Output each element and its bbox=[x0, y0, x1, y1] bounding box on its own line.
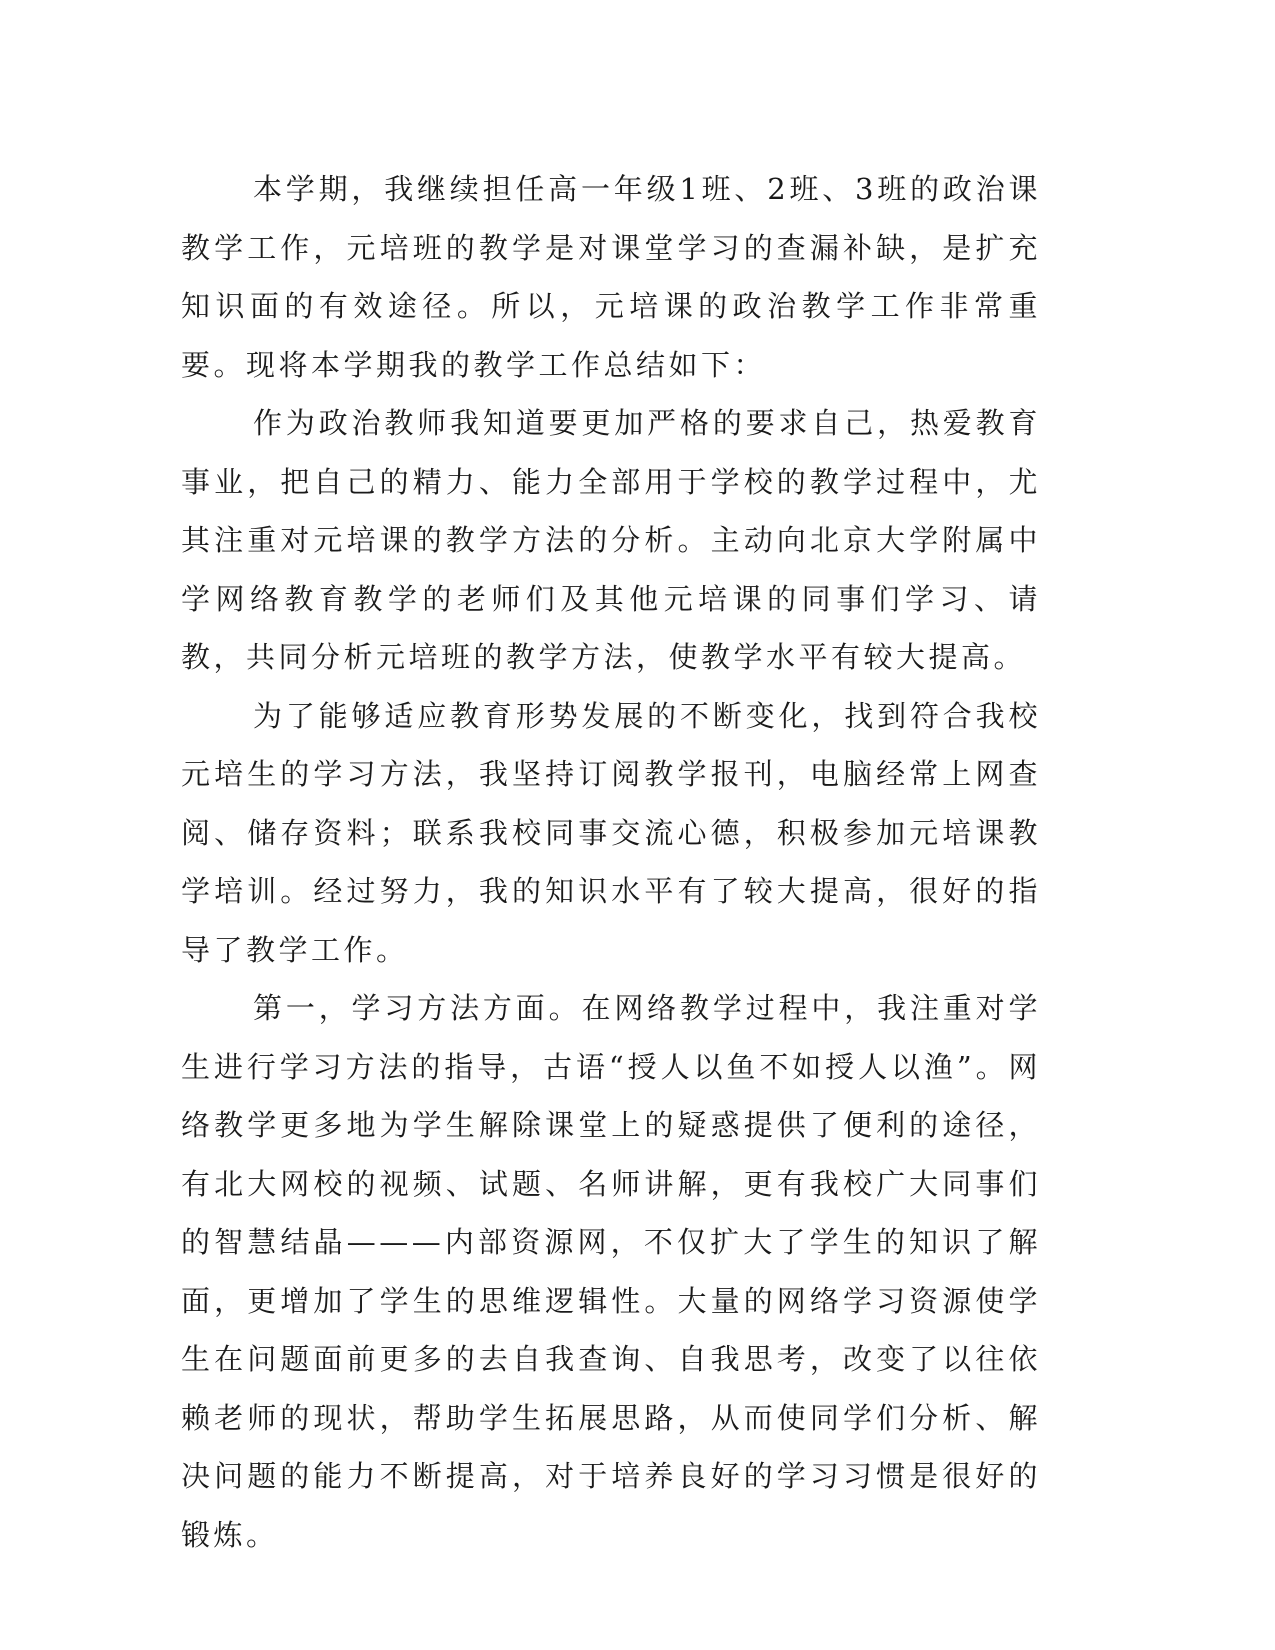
paragraph-intro: 本学期，我继续担任高一年级1班、2班、3班的政治课教学工作，元培班的教学是对课堂学习的查漏补缺，是扩充知识面的有效途径。所以，元培课的政治教学工作非常重要。现将本学期我的教学工作总结如下： bbox=[181, 172, 1041, 382]
paragraph-learning: 为了能够适应教育形势发展的不断变化，找到符合我校元培生的学习方法，我坚持订阅教学报刊，电脑经常上网查阅、储存资料；联系我校同事交流心德，积极参加元培课教学培训。经过努力，我的知识水平有了较大提高，很好的指导了教学工作。 bbox=[181, 698, 1041, 967]
paragraph-self-requirement: 作为政治教师我知道要更加严格的要求自己，热爱教育事业，把自己的精力、能力全部用于学校的教学过程中，尤其注重对元培课的教学方法的分析。主动向北京大学附属中学网络教育教学的老师们及其他元培课的同事们学习、请教，共同分析元培班的教学方法，使教学水平有较大提高。 bbox=[181, 406, 1041, 674]
document-body bbox=[181, 160, 1041, 1564]
paragraph-learning-methods: 第一，学习方法方面。在网络教学过程中，我注重对学生进行学习方法的指导，古语“授人以鱼不如授人以渔”。网络教学更多地为学生解除课堂上的疑惑提供了便利的途径，有北大网校的视频、试题、名师讲解，更有我校广大同事们的智慧结晶———内部资源网，不仅扩大了学生的知识了解面，更增加了学生的思维逻辑性。大量的网络学习资源使学生在问题面前更多的去自我查询、自我思考，改变了以往依赖老师的现状，帮助学生拓展思路，从而使同学们分析、解决问题的能力不断提高，对于培养良好的学习习惯是很好的锻炼。 bbox=[181, 991, 1041, 1552]
